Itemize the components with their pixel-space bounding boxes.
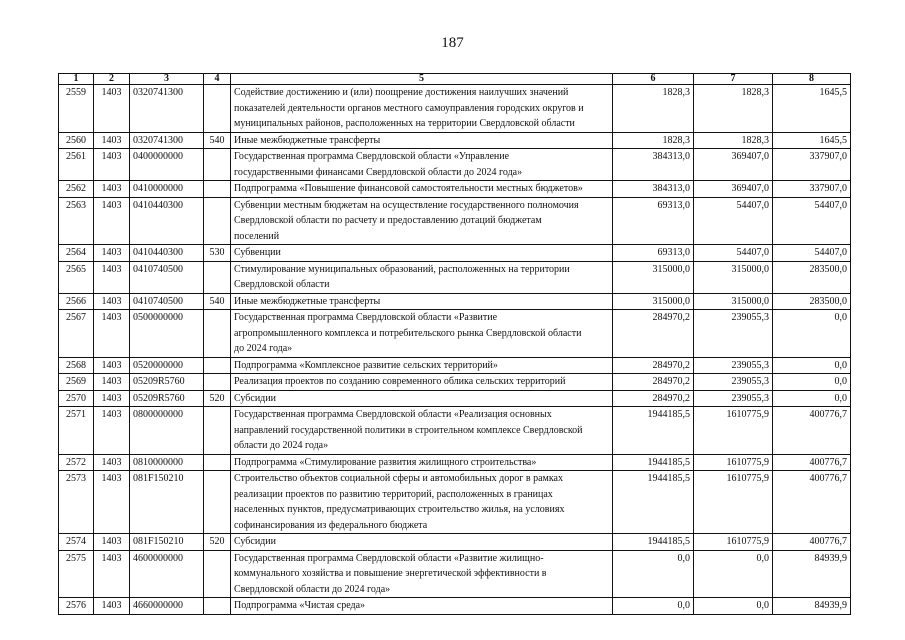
amount-2022-cell: 315000,0 [694,261,773,293]
amount-2023-cell: 283500,0 [773,261,851,293]
target-article-cell: 4600000000 [130,550,204,598]
description-line: Иные межбюджетные трансферты [234,295,381,307]
description-cell [231,197,613,245]
table-row [59,374,851,391]
row-number-cell: 2563 [59,197,94,245]
row-number-cell: 2559 [59,85,94,133]
section-code-cell: 1403 [94,598,130,615]
expense-type-cell: 520 [204,390,231,407]
description-line: показателей деятельности органов местного самоуправления городских округов и [234,102,584,114]
amount-2022-cell: 239055,3 [694,374,773,391]
description-cell [231,85,613,133]
amount-2023-cell: 54407,0 [773,245,851,262]
amount-2022-cell: 0,0 [694,598,773,615]
description-line: реализации проектов по развитию территорий, расположенных в границах [234,488,553,500]
target-article-cell: 0410440300 [130,245,204,262]
table-row [59,471,851,534]
description-cell [231,132,613,149]
page-number: 187 [441,35,464,51]
target-article-cell: 0320741300 [130,85,204,133]
table-row [59,390,851,407]
table-row [59,245,851,262]
description-cell [231,181,613,198]
amount-2023-cell: 0,0 [773,357,851,374]
amount-2021-cell: 384313,0 [613,149,694,181]
target-article-cell: 0410440300 [130,197,204,245]
amount-2023-cell: 0,0 [773,390,851,407]
description-cell [231,534,613,551]
target-article-cell: 0520000000 [130,357,204,374]
description-cell [231,454,613,471]
table-row [59,293,851,310]
column-header: 1 [59,74,94,85]
expense-type-cell: 530 [204,245,231,262]
description-cell [231,407,613,455]
amount-2023-cell: 400776,7 [773,454,851,471]
row-number-cell: 2575 [59,550,94,598]
amount-2023-cell: 84939,9 [773,550,851,598]
target-article-cell: 0410740500 [130,293,204,310]
row-number-cell: 2566 [59,293,94,310]
expense-type-cell: 540 [204,293,231,310]
amount-2021-cell: 69313,0 [613,245,694,262]
amount-2021-cell: 284970,2 [613,357,694,374]
amount-2023-cell: 400776,7 [773,471,851,534]
amount-2023-cell: 400776,7 [773,534,851,551]
description-line: Субвенции местным бюджетам на осуществление государственного полномочия [234,199,579,211]
expense-type-cell [204,471,231,534]
row-number-cell: 2568 [59,357,94,374]
section-code-cell: 1403 [94,357,130,374]
expense-type-cell [204,310,231,358]
section-code-cell: 1403 [94,245,130,262]
description-line: софинансирования из федерального бюджета [234,519,428,531]
expense-type-cell [204,149,231,181]
expense-type-cell [204,598,231,615]
amount-2023-cell: 1645,5 [773,85,851,133]
amount-2022-cell: 239055,3 [694,357,773,374]
table-row [59,598,851,615]
table-row [59,550,851,598]
expense-type-cell [204,550,231,598]
section-code-cell: 1403 [94,149,130,181]
amount-2023-cell: 0,0 [773,310,851,358]
table-row [59,310,851,358]
amount-2021-cell: 384313,0 [613,181,694,198]
target-article-cell: 0410740500 [130,261,204,293]
row-number-cell: 2570 [59,390,94,407]
description-line: Субвенции [234,247,281,258]
amount-2021-cell: 284970,2 [613,390,694,407]
amount-2021-cell: 1828,3 [613,85,694,133]
section-code-cell: 1403 [94,390,130,407]
column-header: 2 [94,74,130,85]
amount-2021-cell: 1944185,5 [613,407,694,455]
description-line: области до 2024 года» [234,440,329,451]
table-row [59,132,851,149]
target-article-cell: 081F150210 [130,471,204,534]
expense-type-cell [204,181,231,198]
amount-2022-cell: 239055,3 [694,310,773,358]
amount-2022-cell: 1828,3 [694,132,773,149]
table-row [59,357,851,374]
column-header: 3 [130,74,204,85]
description-line: муниципальных районов, расположенных на территории Свердловской области [234,118,575,129]
description-line: направлений государственной политики в строительном комплексе Свердловской [234,424,583,436]
target-article-cell: 4660000000 [130,598,204,615]
amount-2022-cell: 369407,0 [694,181,773,198]
amount-2022-cell: 315000,0 [694,293,773,310]
row-number-cell: 2564 [59,245,94,262]
section-code-cell: 1403 [94,261,130,293]
description-line: Стимулирование муниципальных образований, расположенных на территории [234,263,570,275]
amount-2021-cell: 0,0 [613,598,694,615]
description-line: государственными финансами Свердловской области до 2024 года» [234,166,523,178]
section-code-cell: 1403 [94,550,130,598]
description-line: Содействие достижению и (или) поощрение достижения наилучших значений [234,87,569,98]
target-article-cell: 0320741300 [130,132,204,149]
table-row [59,454,851,471]
description-line: населенных пунктов, предусматривающих строительство жилья, на условиях [234,504,565,515]
description-cell [231,390,613,407]
description-cell [231,310,613,358]
description-cell [231,598,613,615]
amount-2023-cell: 84939,9 [773,598,851,615]
section-code-cell: 1403 [94,310,130,358]
row-number-cell: 2562 [59,181,94,198]
row-number-cell: 2573 [59,471,94,534]
description-line: Подпрограмма «Повышение финансовой самостоятельности местных бюджетов» [234,183,583,194]
description-line: Реализация проектов по созданию современного облика сельских территорий [234,376,566,387]
expense-type-cell [204,85,231,133]
description-cell [231,261,613,293]
description-line: Иные межбюджетные трансферты [234,134,381,146]
expense-type-cell [204,261,231,293]
amount-2023-cell: 337907,0 [773,149,851,181]
section-code-cell: 1403 [94,454,130,471]
description-line: поселений [234,230,280,242]
section-code-cell: 1403 [94,407,130,455]
amount-2022-cell: 1610775,9 [694,454,773,471]
description-cell [231,374,613,391]
expense-type-cell [204,357,231,374]
description-line: Субсидии [234,392,276,404]
target-article-cell: 0410000000 [130,181,204,198]
amount-2021-cell: 284970,2 [613,374,694,391]
description-line: Государственная программа Свердловской области «Развитие жилищно- [234,552,544,564]
description-cell [231,245,613,262]
expense-type-cell: 540 [204,132,231,149]
amount-2022-cell: 54407,0 [694,197,773,245]
section-code-cell: 1403 [94,534,130,551]
description-cell [231,293,613,310]
amount-2022-cell: 239055,3 [694,390,773,407]
description-line: Государственная программа Свердловской области «Развитие [234,312,498,323]
amount-2022-cell: 1610775,9 [694,407,773,455]
amount-2021-cell: 1944185,5 [613,454,694,471]
amount-2021-cell: 284970,2 [613,310,694,358]
section-code-cell: 1403 [94,132,130,149]
target-article-cell: 05209R5760 [130,390,204,407]
description-line: Подпрограмма «Комплексное развитие сельских территорий» [234,359,498,371]
section-code-cell: 1403 [94,197,130,245]
amount-2023-cell: 54407,0 [773,197,851,245]
target-article-cell: 05209R5760 [130,374,204,391]
amount-2021-cell: 1944185,5 [613,471,694,534]
description-line: Подпрограмма «Стимулирование развития жилищного строительства» [234,456,537,468]
amount-2022-cell: 54407,0 [694,245,773,262]
amount-2022-cell: 1610775,9 [694,534,773,551]
amount-2021-cell: 69313,0 [613,197,694,245]
row-number-cell: 2572 [59,454,94,471]
row-number-cell: 2567 [59,310,94,358]
amount-2021-cell: 1944185,5 [613,534,694,551]
section-code-cell: 1403 [94,85,130,133]
target-article-cell: 0400000000 [130,149,204,181]
description-line: Субсидии [234,536,276,547]
description-cell [231,471,613,534]
amount-2022-cell: 369407,0 [694,149,773,181]
table-header-row [59,74,851,85]
row-number-cell: 2574 [59,534,94,551]
section-code-cell: 1403 [94,293,130,310]
amount-2021-cell: 315000,0 [613,293,694,310]
amount-2022-cell: 0,0 [694,550,773,598]
column-header: 5 [231,74,613,85]
column-header: 6 [613,74,694,85]
expense-type-cell: 520 [204,534,231,551]
amount-2021-cell: 1828,3 [613,132,694,149]
description-cell [231,550,613,598]
description-line: коммунального хозяйства и повышение энергетической эффективности в [234,568,547,579]
column-header: 7 [694,74,773,85]
target-article-cell: 0500000000 [130,310,204,358]
amount-2022-cell: 1610775,9 [694,471,773,534]
expense-type-cell [204,454,231,471]
row-number-cell: 2571 [59,407,94,455]
row-number-cell: 2560 [59,132,94,149]
target-article-cell: 081F150210 [130,534,204,551]
amount-2023-cell: 0,0 [773,374,851,391]
description-line: Свердловской области [234,279,330,290]
row-number-cell: 2565 [59,261,94,293]
column-header: 8 [773,74,851,85]
column-header: 4 [204,74,231,85]
table-row [59,261,851,293]
description-line: Государственная программа Свердловской области «Управление [234,151,510,162]
amount-2023-cell: 1645,5 [773,132,851,149]
description-line: Подпрограмма «Чистая среда» [234,600,366,611]
row-number-cell: 2569 [59,374,94,391]
description-cell [231,149,613,181]
section-code-cell: 1403 [94,471,130,534]
amount-2022-cell: 1828,3 [694,85,773,133]
amount-2023-cell: 400776,7 [773,407,851,455]
table-row [59,407,851,455]
description-line: Свердловской области по расчету и предоставлению дотаций бюджетам [234,215,542,226]
expense-type-cell [204,407,231,455]
amount-2023-cell: 337907,0 [773,181,851,198]
section-code-cell: 1403 [94,374,130,391]
amount-2023-cell: 283500,0 [773,293,851,310]
description-cell [231,357,613,374]
table-row [59,534,851,551]
description-line: Свердловской области до 2024 года» [234,583,391,595]
row-number-cell: 2576 [59,598,94,615]
amount-2021-cell: 315000,0 [613,261,694,293]
table-row [59,197,851,245]
section-code-cell: 1403 [94,181,130,198]
expense-type-cell [204,197,231,245]
budget-table [58,73,851,615]
table-row [59,181,851,198]
description-line: Государственная программа Свердловской области «Реализация основных [234,409,552,420]
description-line: Строительство объектов социальной сферы и автомобильных дорог в рамках [234,473,563,484]
row-number-cell: 2561 [59,149,94,181]
description-line: агропромышленного комплекса и потребительского рынка Свердловской области [234,327,582,339]
table-row [59,85,851,133]
amount-2021-cell: 0,0 [613,550,694,598]
target-article-cell: 0810000000 [130,454,204,471]
expense-type-cell [204,374,231,391]
target-article-cell: 0800000000 [130,407,204,455]
table-row [59,149,851,181]
description-line: до 2024 года» [234,343,293,354]
